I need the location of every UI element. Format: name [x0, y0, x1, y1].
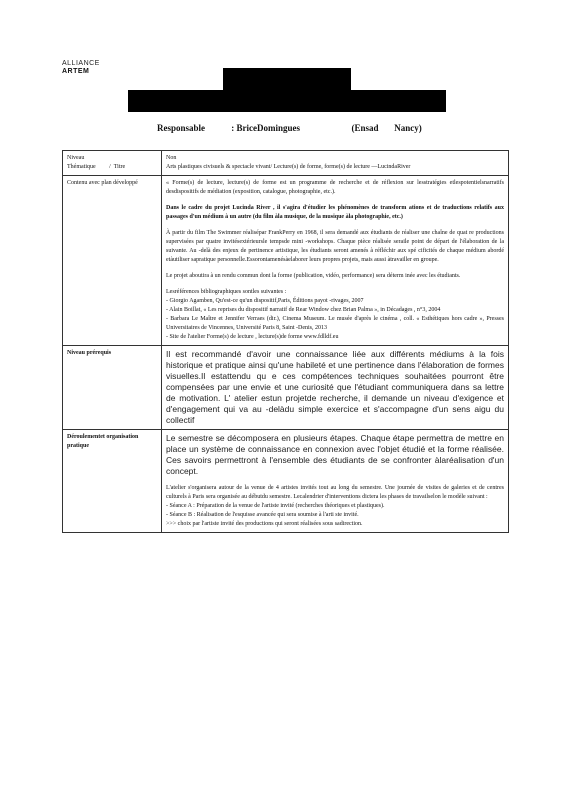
logo-line-2: ARTEM [62, 68, 90, 75]
paragraph: « Forme(s) de lecture, lecture(s) de forme est un programme de recherche et de réflexion sur lesstratégies etlespotentielsnarratifs desdispositifs de médiation (exposition, catalogue, photographie, etc.). [166, 180, 504, 195]
row-content [162, 346, 509, 430]
table-row-prerequis [63, 346, 509, 430]
table-row-contenu [63, 176, 509, 346]
responsable-affiliation: (Ensad Nancy) [351, 123, 422, 133]
responsable-line [157, 123, 422, 133]
paragraph: Il est recommandé d'avoir une connaissance liée aux différents médiums à la fois historique et pratique ainsi qu'une habileté et une pertinence dans l'élaboration de formes visuelles.Il estattendu qu e ces compétences techniques souhaitées pourront être compensées par une envie et une curiosité que l'étudiant communiquera dans sa lettre de motivation. L' atelier estun projetde recherche, il demande un niveau d'exigence et d'engagement qui va au -delàdu simple exercice et s'accompagne d'un sens aigu du collectif [166, 349, 504, 425]
paragraph: Non [166, 155, 177, 161]
row-label: Contenu avec plan développé [63, 176, 162, 346]
row-label: Déroulementet organisation pratique [63, 430, 162, 533]
paragraph: Le projet aboutira à un rendu commun dont la forme (publication, vidéo, performance) sera déterm inée avec les étudiants. [166, 273, 461, 279]
paragraph: Arts plastiques civisuels & spectacle vivant/ Lecture(s) de forme, forme(s) de lecture —LucindaRiver [166, 164, 411, 170]
course-table [62, 150, 509, 533]
row-content [162, 176, 509, 346]
paragraph: Le semestre se décomposera en plusieurs étapes. Chaque étape permettra de mettre en place un système de connaissance en connexion avec l'objet étudié et la forme réalisée. Ces savoirs permettront à l'ensemble des étudiants de se confronter àlaréalisation d'un concept. [166, 433, 504, 476]
row-label: Niveau Thématique / Titre [63, 151, 162, 176]
row-label: Niveau prérequis [63, 346, 162, 430]
redacted-title-block-2 [128, 90, 446, 112]
responsable-label: Responsable [157, 123, 206, 133]
logo-line-1: ALLIANCE [62, 60, 100, 67]
paragraph: L'atelier s'organisera autour de la venue de 4 artistes invités tout au long du semestre. Une journée de visites de galeries et de centres culturels à Paris sera organisée au débutdu semestre. Lecalendrier d'interventions dictera les phases de travailselon le modèle suivant : - Séance A : Préparation de la venue de l'artiste invité (recherches théoriques et plastiques). - Séance B : Réalisation de l'esquisse avancée qui sera soumise à l'arti ste invité. >>> choix par l'artiste invité des productions qui seront réalisées sous sadirection. [166, 485, 504, 527]
redacted-title-block-1 [223, 68, 351, 90]
references-paragraph: Lesréférences bibliographiques sontles suivantes : - Giorgio Agamben, Qu'est-ce qu'un dispositif,Paris, Éditions payot -rivages, 2007 - Alain Boillat, « Les reprises du dispositif narratif de Rear Window chez Brian Palma », in Décadages , n°3, 2004 - Barbara Le Maître et Jennifer Verraes (dir.), Cinema Museum. Le musée d'après le cinéma , coll. « Esthétiques hors cadre », Presses Universitaires de Vincennes, Université Paris 8, Saint -Denis, 2013 - Site de l'atelier Forme(s) de lecture , lecture(s)de forme www.fdlldf.eu [166, 289, 504, 340]
paragraph: Dans le cadre du projet Lucinda River , il s'agira d'étudier les phénomènes de transform ations et de traductions relatifs aux passages d'un médium à un autre (du film àla musique, de la musique àla photographie, etc.) [166, 205, 504, 220]
table-row-deroulement [63, 430, 509, 533]
table-row-niveau-thematique [63, 151, 509, 176]
row-content [162, 430, 509, 533]
row-content [162, 151, 509, 176]
paragraph: À partir du film The Swimmer réalisépar FrankPerry en 1968, il sera demandé aux étudiants de réaliser une chaîne de quat re productions supervisées par quatre invitésextérieursle tempsde mini -workshops. Chaque pièce réalisée seraile point de départ de l'élaboration de la suivante. Au -delà des enjeux de pertinence artistique, les étudiants seront amenés à réfléchir aux spé cificités de chaque médium abordé etàutiliser sapratique personnelle.Essorontamenésàelaborer leurs propres projets, mais aussi àtravailler en groupe. [166, 230, 504, 263]
alliance-artem-logo [62, 60, 100, 75]
responsable-name: : BriceDomingues [231, 123, 300, 133]
